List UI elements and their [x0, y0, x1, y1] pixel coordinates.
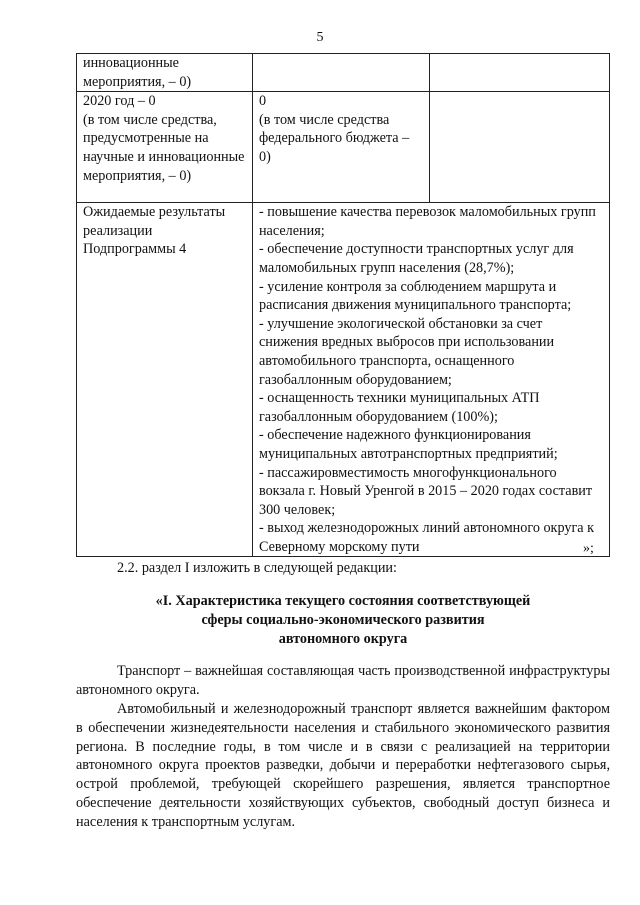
result-item: - повышение качества перевозок маломобильных групп населения;	[258, 204, 596, 239]
heading-line: сферы социально-экономического развития	[201, 612, 485, 628]
result-item: - усиление контроля за соблюдением маршрута и расписания движения муниципального транспорта;	[258, 278, 572, 314]
result-item: - улучшение экологической обстановки за счет снижения вредных выбросов при использовании автомобильного транспорта, оснащенного газобаллонным оборудованием;	[258, 315, 555, 388]
funding-table	[76, 53, 610, 557]
table-row	[77, 203, 610, 557]
table-cell	[252, 54, 429, 92]
year-total: 2020 год – 0	[83, 93, 156, 110]
table-row	[77, 54, 610, 92]
page-number: 5	[316, 30, 324, 45]
results-list	[252, 203, 609, 557]
federal-note: (в том числе средства федерального бюджета – 0)	[258, 111, 410, 165]
heading-line: «I. Характеристика текущего состояния соответствующей	[155, 593, 531, 609]
paragraph: Автомобильный и железнодорожный транспорт является важнейшим фактором в обеспечении жизнедеятельности населения и стабильного экономического развития региона. В последние годы, в том числе и в связи с реализацией на территории автономного округа проектов разведки, добычи и переработки нефтегазового сырья, острой проблемой, требующей скорейшего разрешения, является транспортное обеспечение деятельности хозяйствующих субъектов, свободный доступ бизнеса и населения к транспортным услугам.	[76, 701, 610, 830]
table-cell	[429, 54, 609, 92]
table-cell: инновационные мероприятия, – 0)	[77, 54, 253, 92]
table-cell	[77, 92, 253, 203]
section-heading	[76, 592, 610, 649]
year-note: (в том числе средства, предусмотренные на научные и инновационные мероприятия, – 0)	[83, 111, 245, 184]
result-item: - обеспечение доступности транспортных услуг для маломобильных групп населения (28,7%);	[258, 241, 574, 276]
closing-quote: »;	[583, 541, 594, 556]
result-item: - обеспечение надежного функционирования муниципальных автотранспортных предприятий;	[258, 427, 558, 462]
table-cell	[252, 92, 429, 203]
results-label: Ожидаемые результаты реализации Подпрограммы 4	[77, 203, 253, 557]
section-intro: 2.2. раздел I изложить в следующей редакции:	[117, 560, 397, 576]
table-cell	[429, 92, 609, 203]
federal-value: 0	[258, 93, 267, 110]
result-item: - выход железнодорожных линий автономного округа к Северному морскому пути	[258, 520, 595, 555]
paragraph: Транспорт – важнейшая составляющая часть производственной инфраструктуры автономного округа.	[76, 663, 610, 698]
result-item: - пассажировместимость многофункционального вокзала г. Новый Уренгой в 2015 – 2020 годах составит 300 человек;	[258, 464, 593, 518]
heading-line: автономного округа	[278, 631, 408, 647]
table-row	[77, 92, 610, 203]
result-item: - оснащенность техники муниципальных АТП газобаллонным оборудованием (100%);	[258, 390, 540, 425]
